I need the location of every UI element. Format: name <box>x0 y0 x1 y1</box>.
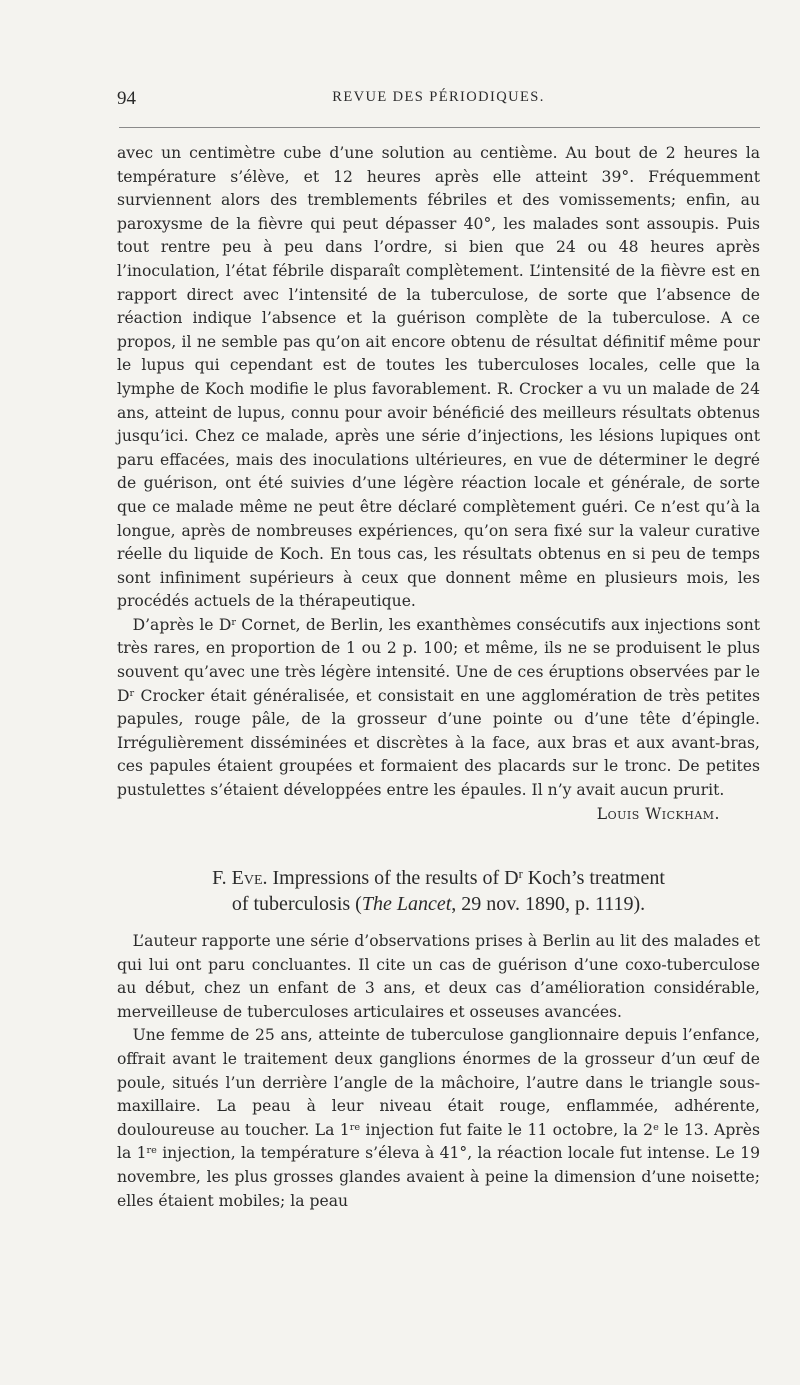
paragraph <box>117 614 760 803</box>
section-2-text <box>117 930 760 1213</box>
page-header <box>117 88 760 112</box>
text-run: Crocker était généralisée, et consistait en une agglomération de très petites papules, rouge pâle, de la grosseur d’une pointe ou d’une tête d’épingle. Irrégulièrement disséminées et discrètes à la face, aux bras et aux avant-bras, ces papules étaient groupées et formaient des placards sur le tronc. De petites pustulettes s’étaient développées entre les épaules. Il n’y avait aucun prurit. <box>117 686 760 800</box>
running-title: REVUE DES PÉRIODIQUES. <box>332 89 545 105</box>
article-title: Koch’s treatment <box>522 867 665 889</box>
text-run: injection fut faite le 11 octobre, la 2 <box>360 1120 654 1139</box>
page-number: 94 <box>117 88 136 109</box>
article-title: Impressions of the results of D <box>267 867 519 889</box>
author-signature: Louis Wickham. <box>596 804 720 823</box>
superscript: e <box>653 1121 659 1133</box>
superscript: r <box>129 687 135 699</box>
superscript: re <box>349 1121 361 1133</box>
section-1-text <box>117 142 760 826</box>
paragraph: avec un centimètre cube d’une solution au centième. Au bout de 2 heures la température s’élève, et 12 heures après elle atteint 39°. Fréquemment surviennent alors des tremblements fébriles et des vomissements; enfin, au paroxysme de la fièvre qui peut dépasser 40°, les malades sont assoupis. Puis tout rentre peu à peu dans l’ordre, si bien que 24 ou 48 heures après l’inoculation, l’état fébrile disparaît complètement. L’intensité de la fièvre est en rapport direct avec l’intensité de la tuberculose, de sorte que l’absence de réaction indique l’absence et la guérison complète de la tuberculose. A ce propos, il ne semble pas qu’on ait encore obtenu de résultat définitif même pour le lupus qui cependant est de toutes les tuberculoses locales, celle que la lymphe de Koch modifie le plus favorablement. R. Crocker a vu un malade de 24 ans, atteint de lupus, connu pour avoir bénéficié des meilleurs résultats obtenus jusqu’ici. Chez ce malade, après une série d’injections, les lésions lupiques ont paru effacées, mais des inoculations ultérieures, en vue de déterminer le degré de guérison, ont été suivies d’une légère réaction locale et générale, de sorte que ce malade même ne peut être déclaré complètement guéri. Ce n’est qu’à la longue, après de nombreuses expériences, qu’on sera fixé sur la valeur curative réelle du liquide de Koch. En tous cas, les résultats obtenus en si peu de temps sont infiniment supérieurs à ceux que donnent même en plusieurs mois, les procédés actuels de la thérapeutique. <box>117 144 760 611</box>
text-run: le 13. Après la 1 <box>117 1120 760 1163</box>
text-run: D’après le D <box>132 615 232 634</box>
paragraph <box>117 1024 760 1213</box>
article-author: F. Eve. <box>212 867 268 889</box>
article-title: of tuberculosis ( <box>231 893 362 915</box>
text-run: Une femme de 25 ans, atteinte de tuberculose ganglionnaire depuis l’enfance, offrait avant le traitement deux ganglions énormes de la grosseur d’un œuf de poule, situés l’un derrière l’angle de la mâchoire, l’autre dans le triangle sous-maxillaire. La peau à leur niveau était rouge, enflammée, adhérente, douloureuse au toucher. La 1 <box>117 1026 760 1139</box>
superscript: r <box>231 617 236 629</box>
article-heading <box>117 865 760 917</box>
journal-name: The Lancet <box>361 893 452 915</box>
text-run: Cornet, de Berlin, les exanthèmes consécutifs aux injections sont très rares, en proportion de 1 ou 2 p. 100; et même, ils ne se produisent le plus souvent qu’avec une très légère intensité. Une de ces éruptions observées par le D <box>117 615 761 705</box>
superscript: r <box>518 866 523 881</box>
superscript: re <box>146 1145 157 1157</box>
text-run: injection, la température s’éleva à 41°, la réaction locale fut intense. Le 19 novembre, les plus grosses glandes avaient à peine la dimension d’une noisette; elles étaient mobiles; la peau <box>117 1144 760 1210</box>
paragraph: L’auteur rapporte une série d’observations prises à Berlin au lit des malades et qui lui ont paru concluantes. Il cite un cas de guérison d’une coxo-tuberculose au début, chez un enfant de 3 ans, et deux cas d’amélioration considérable, merveilleuse de tuberculoses articulaires et osseuses avancées. <box>117 932 760 1021</box>
article-citation: , 29 nov. 1890, p. 1119). <box>451 893 646 915</box>
header-rule <box>119 127 760 128</box>
